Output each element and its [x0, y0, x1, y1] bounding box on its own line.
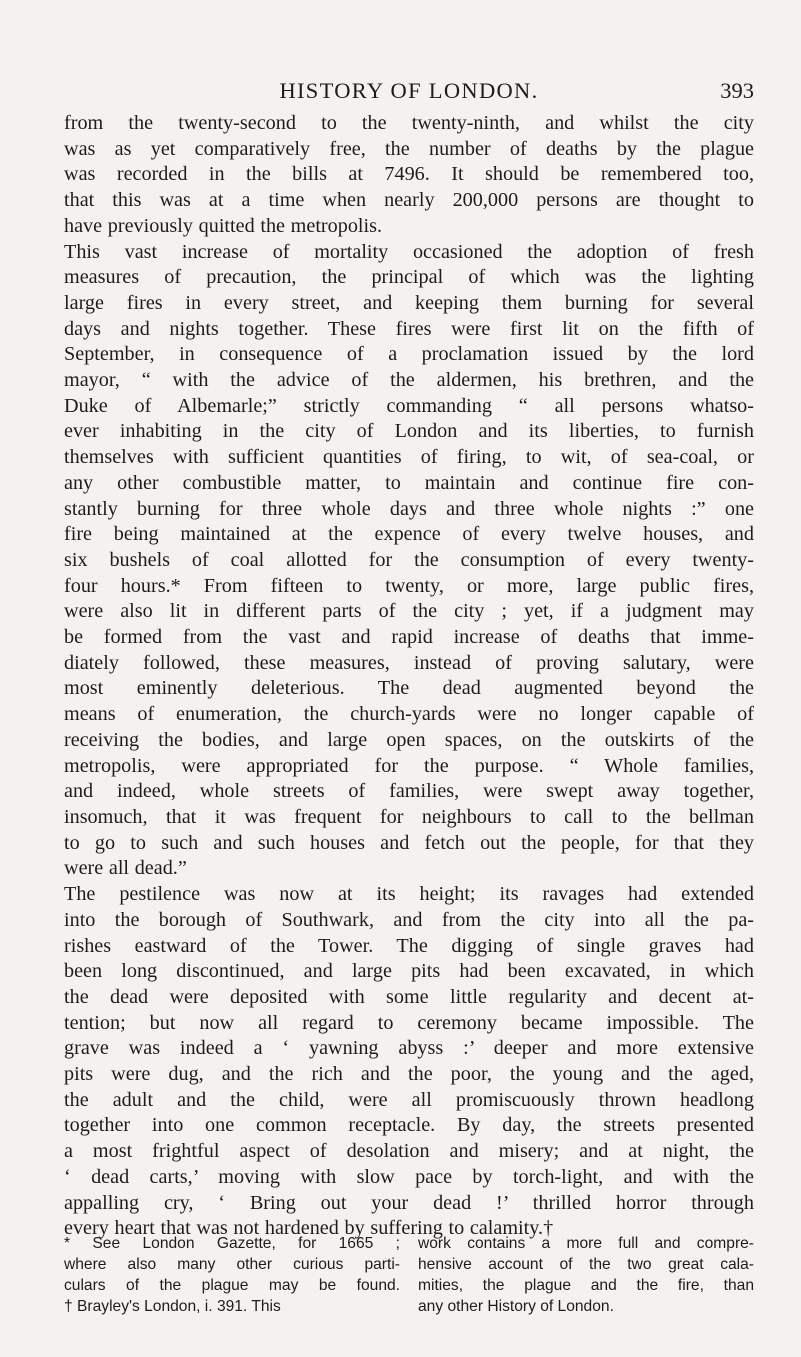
text-line: This vast increase of mortality occasioned the adoption of fresh	[64, 240, 754, 263]
text-line: fire being maintained at the expence of every twelve houses, and	[64, 523, 754, 546]
text-line: was as yet comparatively free, the number of deaths by the plague	[64, 137, 754, 160]
running-head	[64, 76, 754, 106]
text-line: themselves with sufficient quantities of firing, to wit, of sea-coal, or	[64, 446, 754, 469]
text-line: insomuch, that it was frequent for neighbours to call to the bellman	[64, 805, 754, 828]
text-line: September, in consequence of a proclamation issued by the lord	[64, 343, 754, 366]
text-line: tention; but now all regard to ceremony became impossible. The	[64, 1011, 754, 1034]
text-line: was recorded in the bills at 7496. It should be remembered too,	[64, 163, 754, 186]
text-line: into the borough of Southwark, and from the city into all the pa-	[64, 908, 754, 931]
footnote-line: mities, the plague and the fire, than	[418, 1277, 754, 1294]
text-line: appalling cry, ‘ Bring out your dead !’ thrilled horror through	[64, 1191, 754, 1214]
text-line: large fires in every street, and keeping them burning for several	[64, 291, 754, 314]
text-line: days and nights together. These fires were first lit on the fifth of	[64, 317, 754, 340]
paragraph	[64, 882, 754, 1242]
text-line: mayor, “ with the advice of the aldermen, his brethren, and the	[64, 369, 754, 392]
text-line: were also lit in different parts of the city ; yet, if a judgment may	[64, 600, 754, 623]
footnote-line: culars of the plague may be found.	[64, 1277, 400, 1294]
text-line: a most frightful aspect of desolation and misery; and at night, the	[64, 1140, 754, 1163]
footnote-line: where also many other curious parti-	[64, 1256, 400, 1273]
text-line: and indeed, whole streets of families, were swept away together,	[64, 780, 754, 803]
text-line: the dead were deposited with some little regularity and decent at-	[64, 985, 754, 1008]
footnote-column-left	[64, 1233, 400, 1317]
text-line: four hours.* From fifteen to twenty, or more, large public fires,	[64, 574, 754, 597]
footnote-line: work contains a more full and compre-	[418, 1235, 754, 1252]
footnote-line: * See London Gazette, for 1665 ;	[64, 1235, 400, 1252]
text-line: have previously quitted the metropolis.	[64, 214, 383, 237]
footnote-line: any other History of London.	[418, 1298, 614, 1315]
text-line: grave was indeed a ‘ yawning abyss :’ deeper and more extensive	[64, 1037, 754, 1060]
text-line: diately followed, these measures, instead of proving salutary, were	[64, 651, 754, 674]
text-line: were all dead.”	[64, 857, 187, 880]
text-line: metropolis, were appropriated for the purpose. “ Whole families,	[64, 754, 754, 777]
text-line: ever inhabiting in the city of London and its liberties, to furnish	[64, 420, 754, 443]
text-line: The pestilence was now at its height; its ravages had extended	[64, 883, 754, 906]
text-line: be formed from the vast and rapid increase of deaths that imme-	[64, 626, 754, 649]
text-line: the adult and the child, were all promiscuously thrown headlong	[64, 1088, 754, 1111]
text-line: together into one common receptacle. By day, the streets presented	[64, 1114, 754, 1137]
footnote-column-right	[418, 1233, 754, 1317]
text-line: stantly burning for three whole days and three whole nights :” one	[64, 497, 754, 520]
page-number: 393	[720, 78, 754, 103]
text-line: rishes eastward of the Tower. The digging of single graves had	[64, 934, 754, 957]
text-line: six bushels of coal allotted for the consumption of every twenty-	[64, 548, 754, 571]
text-line: that this was at a time when nearly 200,000 persons are thought to	[64, 189, 754, 212]
footnotes	[64, 1233, 754, 1317]
text-line: to go to such and such houses and fetch out the people, for that they	[64, 831, 754, 854]
running-title: HISTORY OF LONDON.	[279, 78, 539, 103]
body-text	[64, 111, 754, 1242]
text-line: most eminently deleterious. The dead augmented beyond the	[64, 677, 754, 700]
text-line: receiving the bodies, and large open spaces, on the outskirts of the	[64, 728, 754, 751]
text-line: measures of precaution, the principal of which was the lighting	[64, 266, 754, 289]
text-line: Duke of Albemarle;” strictly commanding “ all persons whatso-	[64, 394, 754, 417]
text-line: ‘ dead carts,’ moving with slow pace by torch-light, and with the	[64, 1165, 754, 1188]
text-line: any other combustible matter, to maintain and continue fire con-	[64, 471, 754, 494]
footnote-line: † Brayley's London, i. 391. This	[64, 1298, 281, 1315]
paragraph	[64, 111, 754, 240]
text-line: been long discontinued, and large pits had been excavated, in which	[64, 960, 754, 983]
text-line: every heart that was not hardened by suffering to calamity.†	[64, 1217, 554, 1240]
text-line: from the twenty-second to the twenty-ninth, and whilst the city	[64, 112, 754, 134]
text-line: means of enumeration, the church-yards were no longer capable of	[64, 703, 754, 726]
footnote-line: hensive account of the two great cala-	[418, 1256, 754, 1273]
paragraph	[64, 240, 754, 883]
text-line: pits were dug, and the rich and the poor, the young and the aged,	[64, 1063, 754, 1086]
